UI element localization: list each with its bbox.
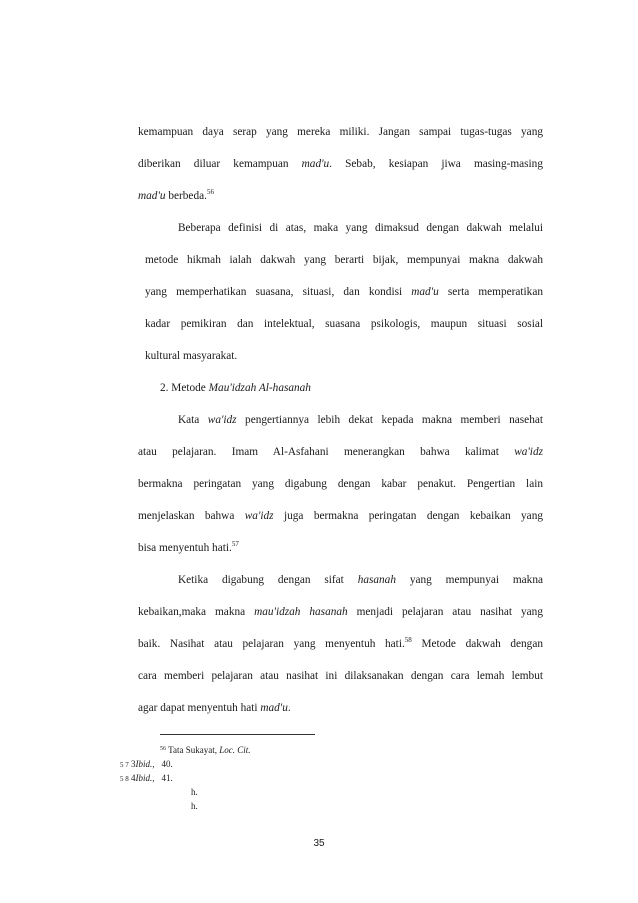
body-line: Kata wa'idz pengertiannya lebih dekat kepada makna memberi nasehat bbox=[178, 414, 543, 426]
body-line: cara memberi pelajaran atau nasihat ini dilaksanakan dengan cara lemah lembut bbox=[138, 670, 543, 682]
body-line: menjelaskan bahwa wa'idz juga bermakna peringatan dengan kebaikan yang bbox=[138, 510, 543, 522]
footnote-fragment: h. bbox=[191, 801, 198, 811]
page-number: 35 bbox=[313, 838, 325, 849]
body-line: bermakna peringatan yang digabung dengan kabar penakut. Pengertian lain bbox=[138, 478, 543, 490]
footnote-ref: 58 bbox=[404, 636, 412, 644]
footnote-56: $^{56}$ Tata Sukayat, Loc. Cit. bbox=[160, 745, 251, 755]
footnote-separator bbox=[160, 734, 315, 735]
body-line: mad'u berbeda.$^{56}$ bbox=[138, 188, 214, 202]
footnote-58: 5 8 4Ibid., 41. bbox=[120, 773, 173, 783]
body-line: bisa menyentuh hati.$^{57}$ bbox=[138, 540, 239, 554]
body-line: kebaikan,maka makna mau'idzah hasanah menjadi pelajaran atau nasihat yang bbox=[138, 606, 543, 618]
body-line: baik. Nasihat atau pelajaran yang menyentuh hati.$^{58}$ Metode dakwah dengan bbox=[138, 636, 543, 650]
footnote-57: 5 7 3Ibid., 40. bbox=[120, 759, 173, 769]
body-line: kadar pemikiran dan intelektual, suasana psikologis, maupun situasi sosial bbox=[145, 318, 543, 330]
body-line: metode hikmah ialah dakwah yang berarti bijak, mempunyai makna dakwah bbox=[145, 254, 543, 266]
body-line: Beberapa definisi di atas, maka yang dimaksud dengan dakwah melalui bbox=[178, 222, 543, 234]
body-line: agar dapat menyentuh hati mad'u. bbox=[138, 702, 291, 714]
footnote-ref: 56 bbox=[206, 188, 214, 196]
body-line: Ketika digabung dengan sifat hasanah yang mempunyai makna bbox=[178, 574, 543, 586]
body-line: yang memperhatikan suasana, situasi, dan kondisi mad'u serta memperatikan bbox=[145, 286, 543, 298]
footnote-fragment: h. bbox=[191, 787, 198, 797]
body-line: kultural masyarakat. bbox=[145, 350, 238, 362]
body-line: kemampuan daya serap yang mereka miliki. Jangan sampai tugas-tugas yang bbox=[138, 126, 543, 138]
body-line: diberikan diluar kemampuan mad'u. Sebab, kesiapan jiwa masing-masing bbox=[138, 158, 543, 170]
section-heading: 2. Metode Mau'idzah Al-hasanah bbox=[160, 382, 311, 394]
body-line: atau pelajaran. Imam Al-Asfahani menerangkan bahwa kalimat wa'idz bbox=[138, 446, 543, 458]
footnote-ref: 57 bbox=[231, 540, 239, 548]
